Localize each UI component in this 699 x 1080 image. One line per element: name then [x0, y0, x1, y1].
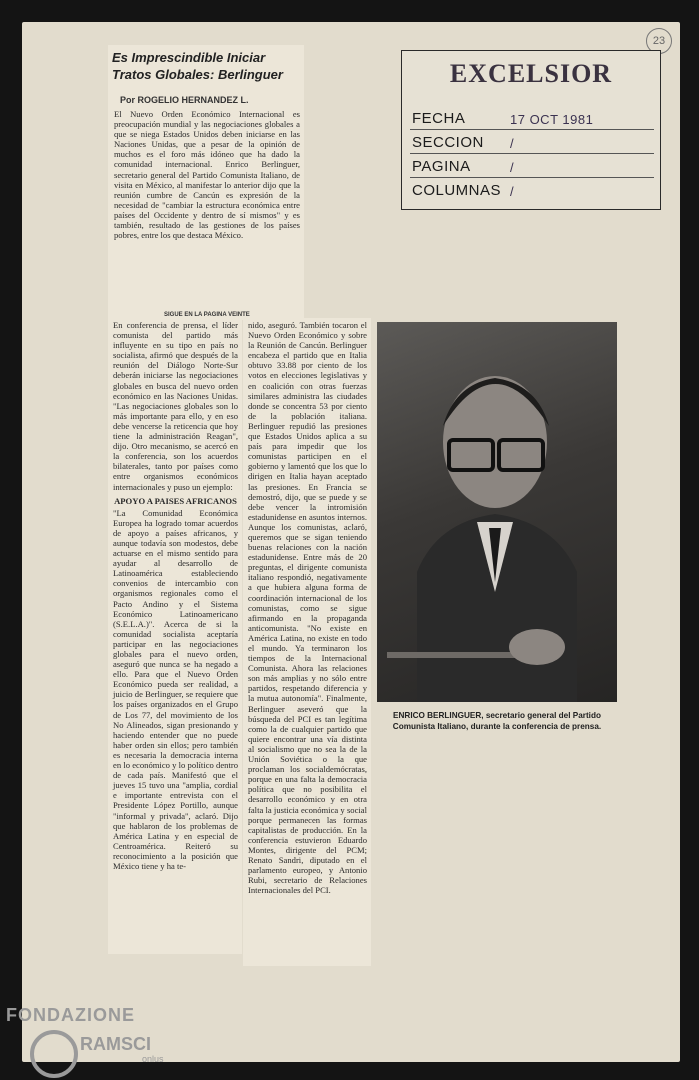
clipping-header: [108, 45, 304, 320]
watermark-logo-g: [30, 1030, 78, 1078]
stamp-value: /: [510, 184, 515, 199]
column-1-text: [113, 320, 238, 871]
stamp-label: PAGINA: [412, 158, 471, 175]
article-column-1: [108, 318, 242, 954]
stamp-brand: EXCELSIOR: [449, 59, 613, 88]
stamp-row-seccion: [410, 131, 654, 154]
stamp-value: /: [510, 160, 515, 175]
watermark-suffix: onlus: [142, 1054, 164, 1064]
continued-note: SIGUE EN LA PAGINA VEINTE: [164, 312, 250, 318]
stamp-value: /: [510, 136, 515, 151]
stamp-label: FECHA: [412, 110, 466, 127]
portrait-illustration: [377, 322, 617, 702]
column-1-part-b: "La Comunidad Económica Europea ha logrado tomar acuerdos de apoyo a países africanos, y aunque todavía son modestos, debe actuarse en el mismo sentido para ayudar al desarrollo de Latinoamérica estableciendo convenios de intercambio con organismos regionales como el Pacto Andino y el Sistema Económico Latinoamericano (S.E.L.A.)". Acerca de si la comunidad socialista aceptaría participar en las negociaciones globales para el nuevo orden, aseguró que nunca se ha negado a ello. Para que el Nuevo Orden Económico pueda ser realidad, a juicio de Berlinguer, se requiere que los países organizados en el Grupo de Los 77, del movimiento de los No Alineados, sigan presionando y haciendo entender que no puede haber orden sin ellos; pero también es necesaria la democracia interna en lo económico y lo político dentro de cada país. Manifestó que el jueves 15 tuvo una "amplia, cordial e importante entrevista con el Presidente López Portillo, aunque "informal y privada", aclaró. Dijo que hablaron de los problemas de América Latina y en especial de Centroamérica. Reiteró su reconocimiento a la posición que México tiene y ha te-: [113, 507, 238, 871]
stamp-row-columnas: [410, 179, 654, 201]
berlinguer-photo: [377, 322, 617, 702]
article-byline: Por ROGELIO HERNANDEZ L.: [120, 95, 249, 105]
article-column-2: [243, 318, 371, 966]
photo-caption: ENRICO BERLINGUER, secretario general del Partido Comunista Italiano, durante la conferencia de prensa.: [392, 711, 602, 731]
newspaper-stamp: [401, 50, 661, 210]
stamp-label: SECCION: [412, 134, 484, 151]
stamp-value: 17 OCT 1981: [510, 112, 594, 127]
watermark-text-2: RAMSCI: [80, 1034, 151, 1054]
article-headline: Es Imprescindible Iniciar Tratos Globales: Berlinguer: [112, 50, 283, 82]
article-intro: El Nuevo Orden Económico Internacional es preocupación mundial y las negociaciones globales a que se niega Estados Unidos deben iniciarse en las Naciones Unidas, que a pesar de la opinión de muchos es el foro más idóneo que ha dado la comunidad internacional. Enrico Berlinguer, secretario general del Partido Comunista Italiano, de visita en México, al manifestar lo anterior dijo que la reunión cumbre de Cancún es expresión de la necesidad de "cambiar la estructura económica entre países del Occidente y dentro de sí mismos" y es también, resultado de las gestiones de los países pobres, entre los que destaca México.: [114, 109, 300, 241]
stamp-label: COLUMNAS: [412, 182, 502, 199]
article-subhead: APOYO A PAISES AFRICANOS: [114, 495, 237, 506]
stamp-row-fecha: [410, 107, 654, 130]
page-number: 23: [646, 28, 672, 54]
column-2-text: nido, aseguró. También tocaron el Nuevo Orden Económico y sobre la Reunión de Cancún. Berlinguer encabeza el partido que en Italia obtuvo 33.88 por ciento de los votos en elecciones legislativas y en coalición con otras fuerzas similares administra las ciudades donde se concentra 53 por ciento de la población italiana. Berlinguer repudió las presiones que Estados Unidos aplica a su país para impedir que los comunistas participen en el gobierno y lamentó que los que lo dirigen en Italia hayan aceptado las presiones. En Francia se demostró, dijo, que se puede y se debe vencer la intromisión estadunidense en asuntos internos. Aunque los comunistas, aclaró, queremos que se sigan teniendo buenas relaciones con la nación estadunidense. Entre más de 20 preguntas, el dirigente comunista italiano respondió, negativamente a que hubiera alguna forma de coordinación internacional de los comunistas, como se sigue afirmando en la propaganda anticomunista. "No existe en América Latina, no existe en todo el mundo. Ya terminaron los tiempos de la Internacional Comunista. Ahora las relaciones son más amplias y no sólo entre partidos, respetando diferencia y la mutua autonomía". Finalmente, Berlinguer aseveró que la búsqueda del PCI es tan legítima como la de cualquier partido que quiere encontrar una vía distinta al socialismo que no sea la de la Unión Soviética o la que proclaman los socialdemócratas, porque en una falta la democracia política que no posibilita el desarrollo económico y en otra falta la justicia económica y social porque permanecen las formas capitalistas de producción. En la conferencia estuvieron Eduardo Montes, dirigente del PCM; Renato Sandri, diputado en el parlamento europeo, y Antonio Rubi, secretario de Relaciones Internacionales del PCI.: [248, 320, 367, 896]
stamp-row-pagina: [410, 155, 654, 178]
watermark-text: FONDAZIONE: [6, 1005, 135, 1025]
column-1-part-a: En conferencia de prensa, el líder comunista del partido más influyente en su tipo en país no socialista, afirmó que después de la reunión del Diálogo Norte-Sur deberán iniciarse las negociaciones globales en busca del nuevo orden económico en las Naciones Unidas. "Las negociaciones globales son lo más importante para ello, y en eso debe vencerse la reticencia que hoy tiene la administración Reagan", dijo. Otro mecanismo, se acercó en la conferencia, son los acuerdos bilaterales, tanto por países como entre organismos económicos internacionales y puso un ejemplo:: [113, 320, 238, 492]
